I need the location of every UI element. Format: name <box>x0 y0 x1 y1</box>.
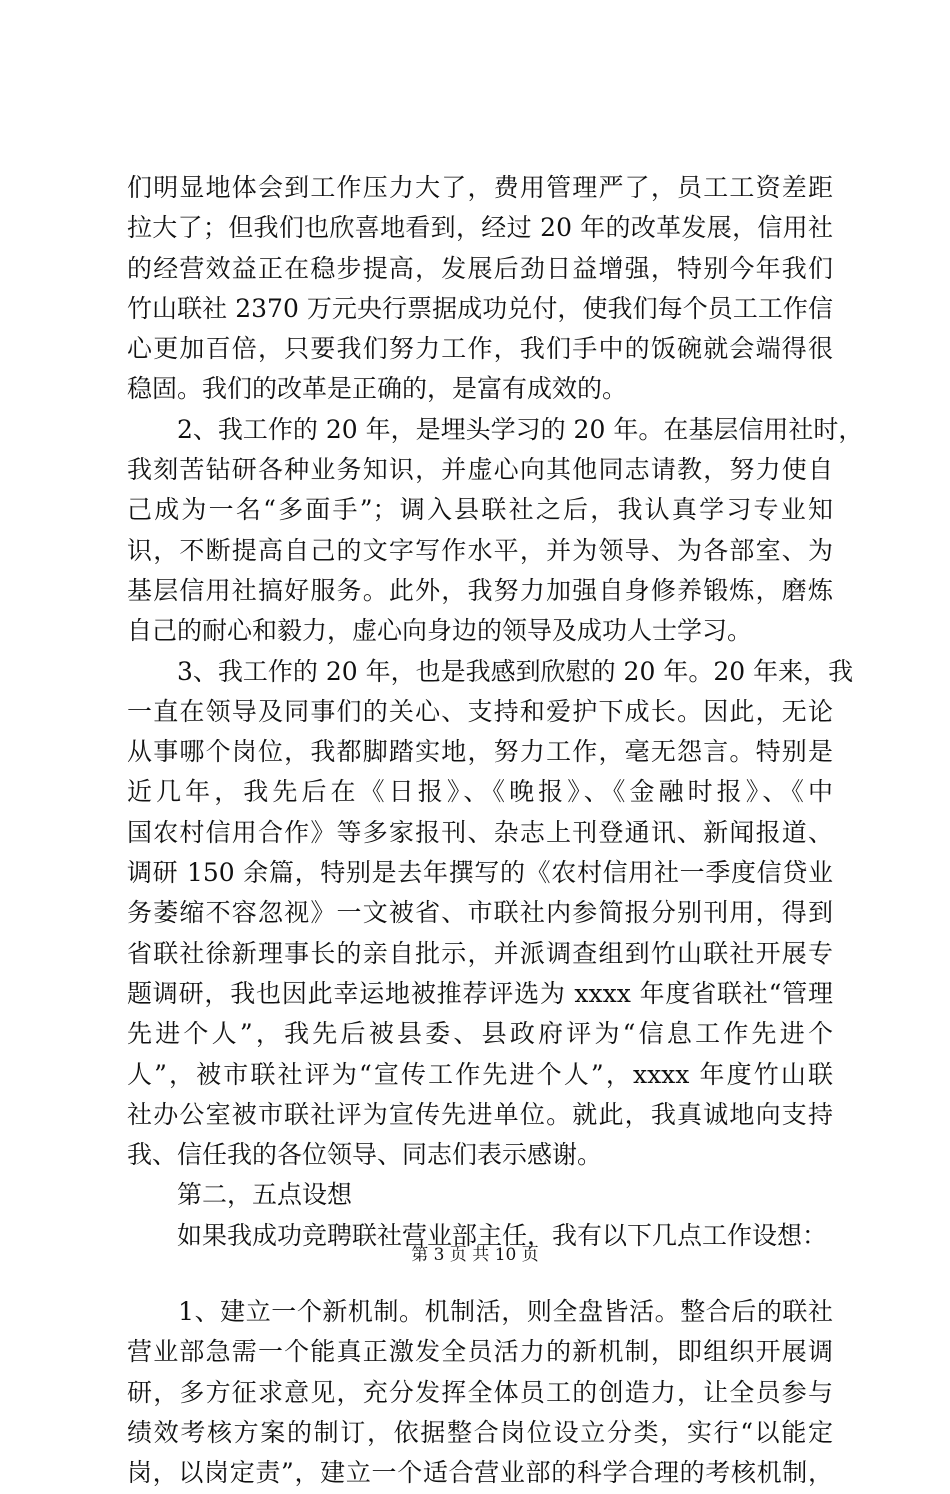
text-line: 3、我工作的 20 年，也是我感到欣慰的 20 年。20 年来，我 <box>127 656 854 686</box>
text-line: 们明显地体会到工作压力大了，费用管理严了，员工工资差距 <box>127 173 833 202</box>
text-line: 调研 150 余篇，特别是去年撰写的《农村信用社一季度信贷业 <box>127 858 833 888</box>
text-line: 识，不断提高自己的文字写作水平，并为领导、为各部室、为 <box>127 535 833 565</box>
text-line: 一直在领导及同事们的关心、支持和爱护下成长。因此，无论 <box>127 696 833 726</box>
text-line: 竹山联社 2370 万元央行票据成功兑付，使我们每个员工工作信 <box>127 293 833 323</box>
text-line: 己成为一名“多面手”；调入县联社之后，我认真学习专业知 <box>127 495 833 525</box>
text-line: 如果我成功竞聘联社营业部主任，我有以下几点工作设想： <box>127 1220 828 1250</box>
text-line: 先进个人”，我先后被县委、县政府评为“信息工作先进个 <box>127 1019 833 1049</box>
text-line: 我刻苦钻研各种业务知识，并虚心向其他同志请教，努力使自 <box>127 455 833 485</box>
text-line: 社办公室被市联社评为宣传先进单位。就此，我真诚地向支持 <box>127 1099 833 1129</box>
text-line: 营业部急需一个能真正激发全员活力的新机制，即组织开展调 <box>127 1337 833 1367</box>
text-line: 近几年，我先后在《日报》、《晚报》、《金融时报》、《中 <box>127 777 833 807</box>
page-number-footer: 第 3 页 共 10 页 <box>411 1245 539 1265</box>
text-line: 我、信任我的各位领导、同志们表示感谢。 <box>127 1140 603 1170</box>
text-line: 稳固。我们的改革是正确的，是富有成效的。 <box>127 374 628 404</box>
text-line: 1、建立一个新机制。机制活，则全盘皆活。整合后的联社 <box>127 1297 833 1327</box>
text-line: 国农村信用合作》等多家报刊、杂志上刊登通讯、新闻报道、 <box>127 817 833 847</box>
text-line: 题调研，我也因此幸运地被推荐评选为 xxxx 年度省联社“管理 <box>127 978 833 1008</box>
text-line: 的经营效益正在稳步提高，发展后劲日益增强，特别今年我们 <box>127 253 833 283</box>
text-line: 基层信用社搞好服务。此外，我努力加强自身修养锻炼，磨炼 <box>127 575 833 605</box>
text-line: 从事哪个岗位，我都脚踏实地，努力工作，毫无怨言。特别是 <box>127 737 833 767</box>
text-line: 省联社徐新理事长的亲自批示，并派调查组到竹山联社开展专 <box>127 938 833 968</box>
text-line: 心更加百倍，只要我们努力工作，我们手中的饭碗就会端得很 <box>127 334 833 364</box>
text-line: 务萎缩不容忽视》一文被省、市联社内参简报分别刊用，得到 <box>127 898 833 928</box>
document-body <box>127 168 864 1494</box>
text-line: 自己的耐心和毅力，虚心向身边的领导及成功人士学习。 <box>127 616 753 646</box>
text-line: 研，多方征求意见，充分发挥全体员工的创造力，让全员参与 <box>127 1377 833 1407</box>
text-line: 绩效考核方案的制订，依据整合岗位设立分类，实行“以能定 <box>127 1417 833 1447</box>
text-line: 拉大了；但我们也欣喜地看到，经过 20 年的改革发展，信用社 <box>127 213 833 243</box>
section-heading: 第二，五点设想 <box>127 1180 353 1210</box>
text-line: 人”，被市联社评为“宣传工作先进个人”，xxxx 年度竹山联 <box>127 1059 833 1089</box>
text-line: 2、我工作的 20 年，是埋头学习的 20 年。在基层信用社时， <box>127 414 864 444</box>
text-line: 岗，以岗定责”，建立一个适合营业部的科学合理的考核机制， <box>127 1458 833 1488</box>
